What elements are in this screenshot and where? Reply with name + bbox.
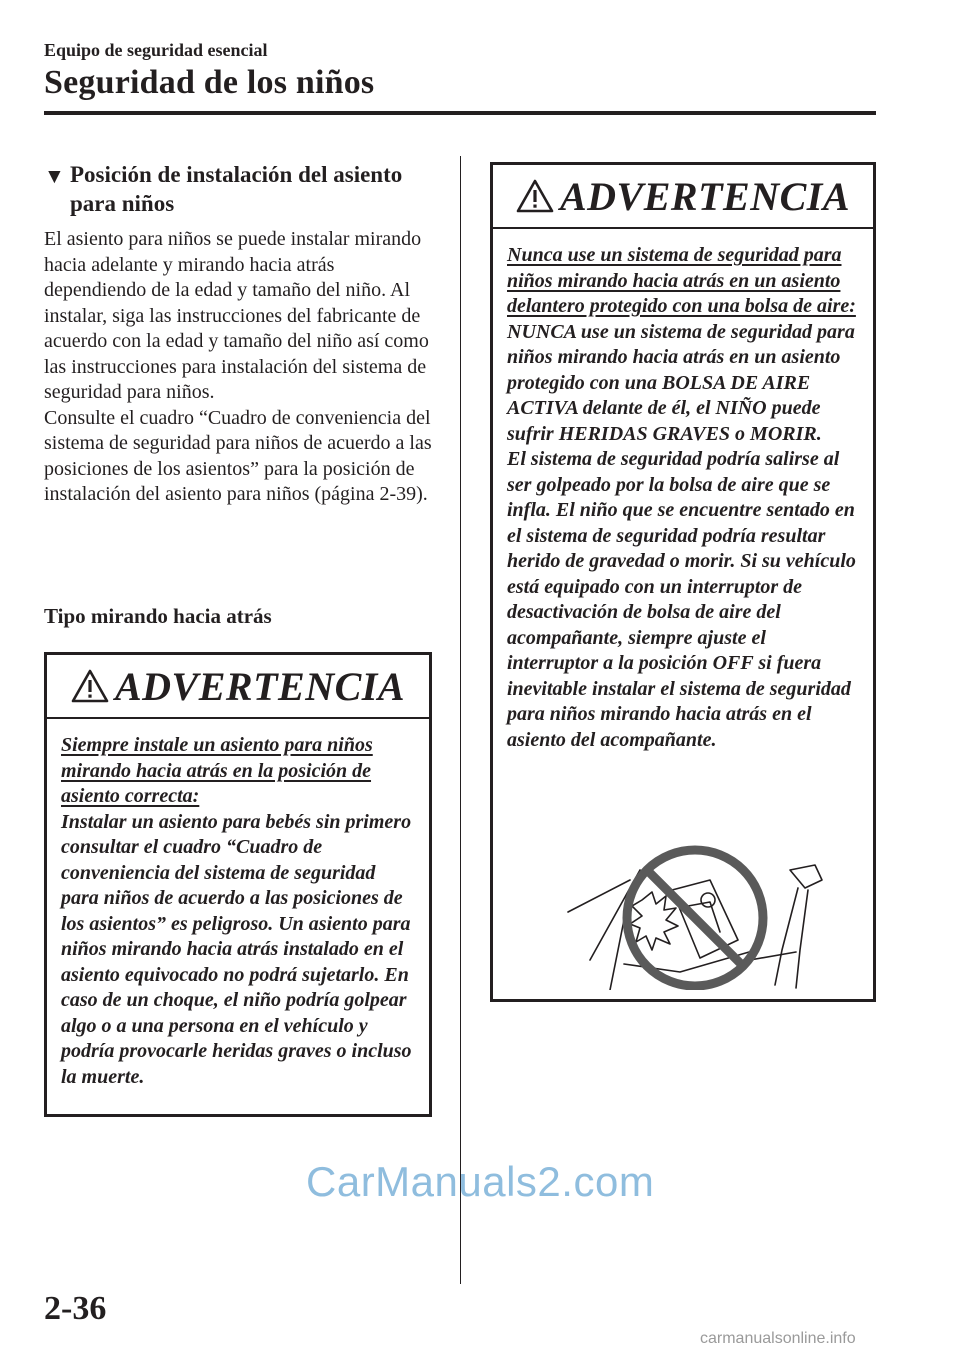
section-heading <box>44 160 436 218</box>
warning-header <box>47 655 429 719</box>
warning-label: ADVERTENCIA <box>114 663 406 709</box>
warning-box <box>44 652 432 1117</box>
warning-text: El sistema de seguridad podría salirse al ser golpeado por la bolsa de aire que se infla. El niño que se encuentre sentado en el sistema de seguridad podría resultar herido de gravedad o morir. Si su vehículo está equipado con un interruptor de desactivación de bolsa de aire del acompañante, siempre ajuste el interruptor a la posición OFF si fuera inevitable instalar el sistema de seguridad para niños mirando hacia atrás en el asiento del acompañante. <box>507 448 856 751</box>
warning-header <box>493 165 873 229</box>
warning-triangle-icon <box>71 669 109 703</box>
subheading: Tipo mirando hacia atrás <box>44 604 272 628</box>
section-marker-icon: ▼ <box>44 164 65 188</box>
page-number: 2-36 <box>44 1290 107 1327</box>
footer-site: carmanualsonline.info <box>700 1330 856 1347</box>
body-paragraph: Consulte el cuadro “Cuadro de conveniencia del sistema de seguridad para niños de acuerdo a las posiciones de los asientos” para la posición de instalación del asiento para niños (página 2-39). <box>44 406 432 505</box>
warning-triangle-icon <box>516 179 554 213</box>
no-rear-facing-seat-airbag-illustration <box>560 840 830 990</box>
title-divider <box>44 111 876 115</box>
section-body <box>44 227 436 508</box>
warning-body <box>47 719 429 1090</box>
warning-label: ADVERTENCIA <box>559 173 851 219</box>
watermark: CarManuals2.com <box>306 1158 655 1205</box>
section-heading-text: Posición de instalación del asiento para niños <box>70 162 403 216</box>
warning-text: Instalar un asiento para bebés sin primero consultar el cuadro “Cuadro de conveniencia del sistema de seguridad para niños de acuerdo a las posiciones de los asientos” es peligroso. Un asiento para niños mirando hacia atrás instalado en el asiento equivocado no podrá sujetarlo. En caso de un choque, el niño podría golpear algo o a una persona en el vehículo y podría provocarle heridas graves o incluso la muerte. <box>61 810 412 1088</box>
warning-body <box>493 229 873 753</box>
warning-lead: Nunca use un sistema de seguridad para niños mirando hacia atrás en un asiento delantero protegido con una bolsa de aire: <box>507 244 856 317</box>
page-title: Seguridad de los niños <box>44 64 375 101</box>
chapter-label: Equipo de seguridad esencial <box>44 40 268 60</box>
body-paragraph: El asiento para niños se puede instalar mirando hacia adelante y mirando hacia atrás dependiendo de la edad y tamaño del niño. Al instalar, siga las instrucciones del fabricante de acuerdo con la edad y tamaño del niño así como las instrucciones para instalación del sistema de seguridad para niños. <box>44 228 429 403</box>
warning-lead: Siempre instale un asiento para niños mirando hacia atrás en la posición de asiento correcta: <box>61 734 373 807</box>
warning-text: NUNCA use un sistema de seguridad para niños mirando hacia atrás en un asiento protegido con una BOLSA DE AIRE ACTIVA delante de él, el NIÑO puede sufrir HERIDAS GRAVES o MORIR. <box>507 320 855 445</box>
column-divider <box>460 156 461 1284</box>
